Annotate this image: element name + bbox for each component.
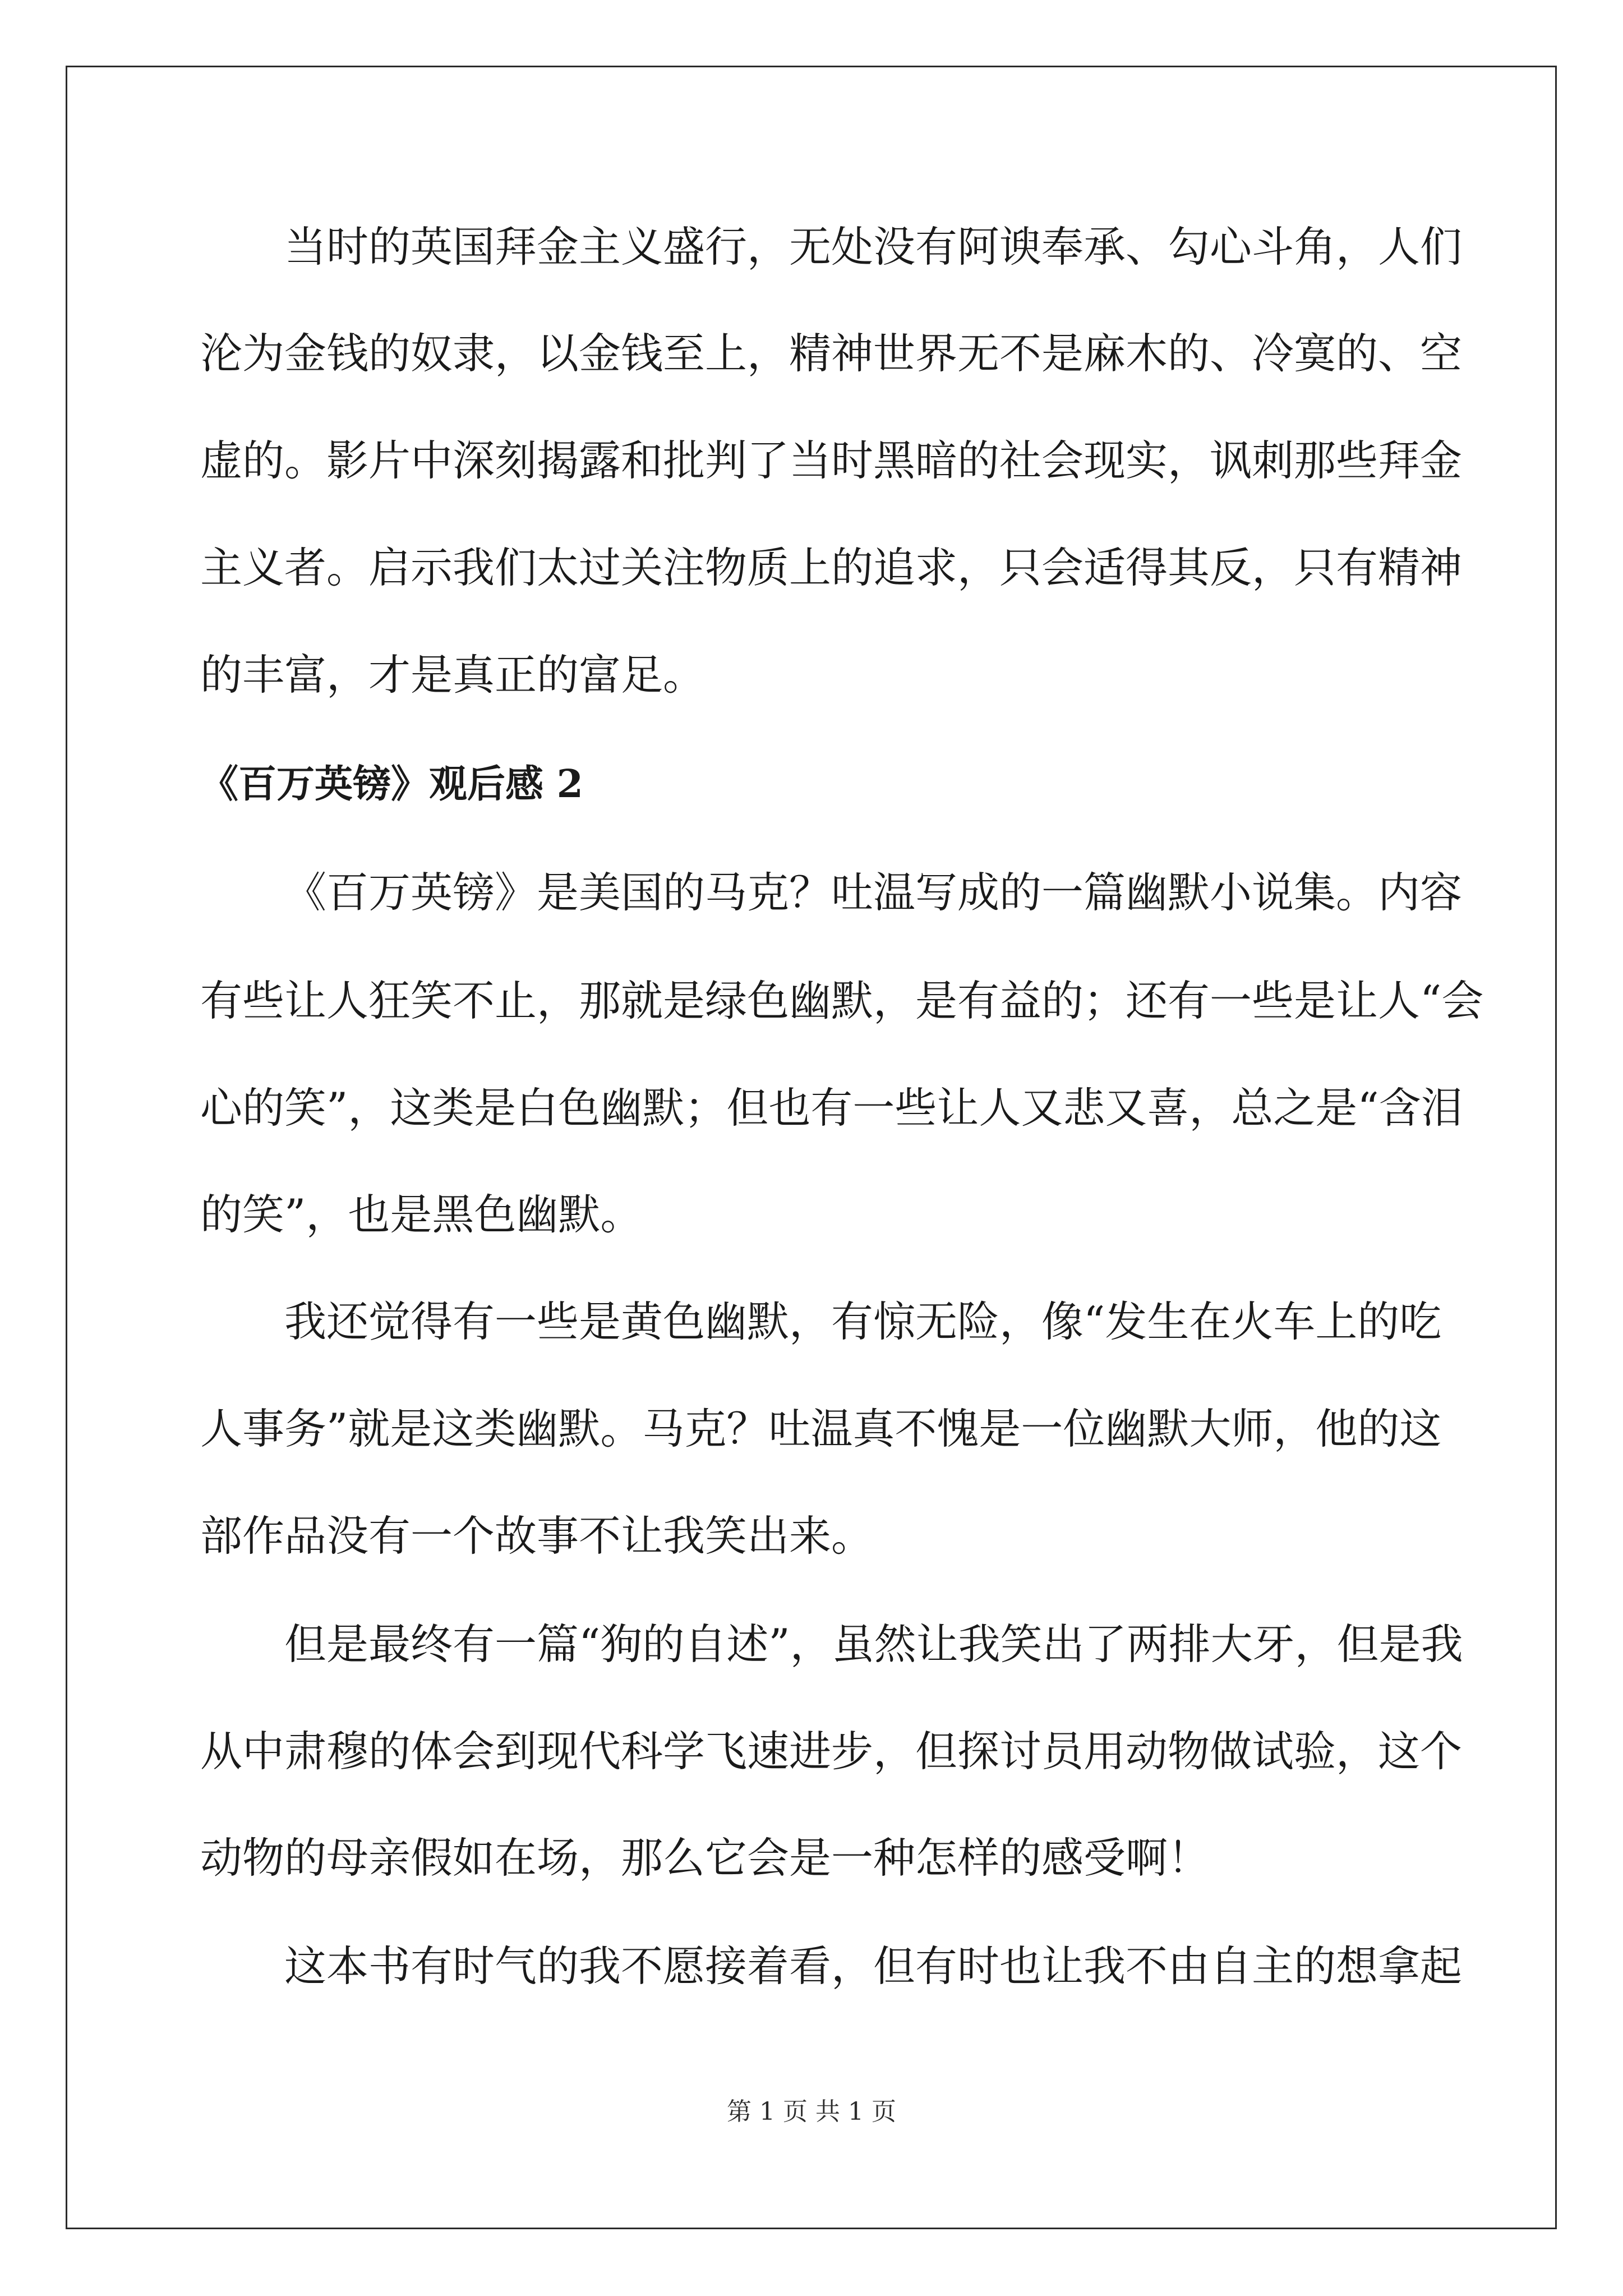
paragraph-2-line-4: 的笑”，也是黑色幽默。 — [200, 1190, 643, 1239]
paragraph-1-line-2: 沦为金钱的奴隶，以金钱至上，精神世界无不是麻木的、冷寞的、空 — [200, 329, 1463, 378]
paragraph-4-line-3: 动物的母亲假如在场，那么它会是一种怎样的感受啊！ — [200, 1833, 1210, 1883]
page-footer: 第 1 页 共 1 页 — [727, 2097, 896, 2126]
paragraph-3-line-2: 人事务”就是这类幽默。马克？吐温真不愧是一位幽默大师，他的这 — [200, 1404, 1442, 1453]
paragraph-1-line-1: 当时的英国拜金主义盛行，无处没有阿谀奉承、勾心斗角，人们 — [284, 222, 1463, 272]
paragraph-3-line-3: 部作品没有一个故事不让我笑出来。 — [200, 1511, 874, 1561]
paragraph-1-line-5: 的丰富，才是真正的富足。 — [200, 650, 706, 700]
paragraph-1-line-3: 虚的。影片中深刻揭露和批判了当时黑暗的社会现实，讽刺那些拜金 — [200, 436, 1463, 485]
paragraph-2-line-1: 《百万英镑》是美国的马克？吐温写成的一篇幽默小说集。内容 — [284, 868, 1463, 917]
paragraph-2-line-3: 心的笑”，这类是白色幽默；但也有一些让人又悲又喜，总之是“含泪 — [200, 1083, 1463, 1133]
page-frame — [66, 66, 1557, 2229]
paragraph-4-line-1: 但是最终有一篇“狗的自述”，虽然让我笑出了两排大牙，但是我 — [284, 1619, 1463, 1669]
paragraph-2-line-2: 有些让人狂笑不止，那就是绿色幽默，是有益的；还有一些是让人“会 — [200, 976, 1484, 1025]
section-heading: 《百万英镑》观后感 2 — [200, 762, 583, 807]
paragraph-3-line-1: 我还觉得有一些是黄色幽默，有惊无险，像“发生在火车上的吃 — [284, 1297, 1442, 1346]
paragraph-4-line-2: 从中肃穆的体会到现代科学飞速进步，但探讨员用动物做试验，这个 — [200, 1727, 1463, 1776]
paragraph-1-line-4: 主义者。启示我们太过关注物质上的追求，只会适得其反，只有精神 — [200, 543, 1463, 592]
paragraph-5-line-1: 这本书有时气的我不愿接着看，但有时也让我不由自主的想拿起 — [284, 1941, 1463, 1991]
